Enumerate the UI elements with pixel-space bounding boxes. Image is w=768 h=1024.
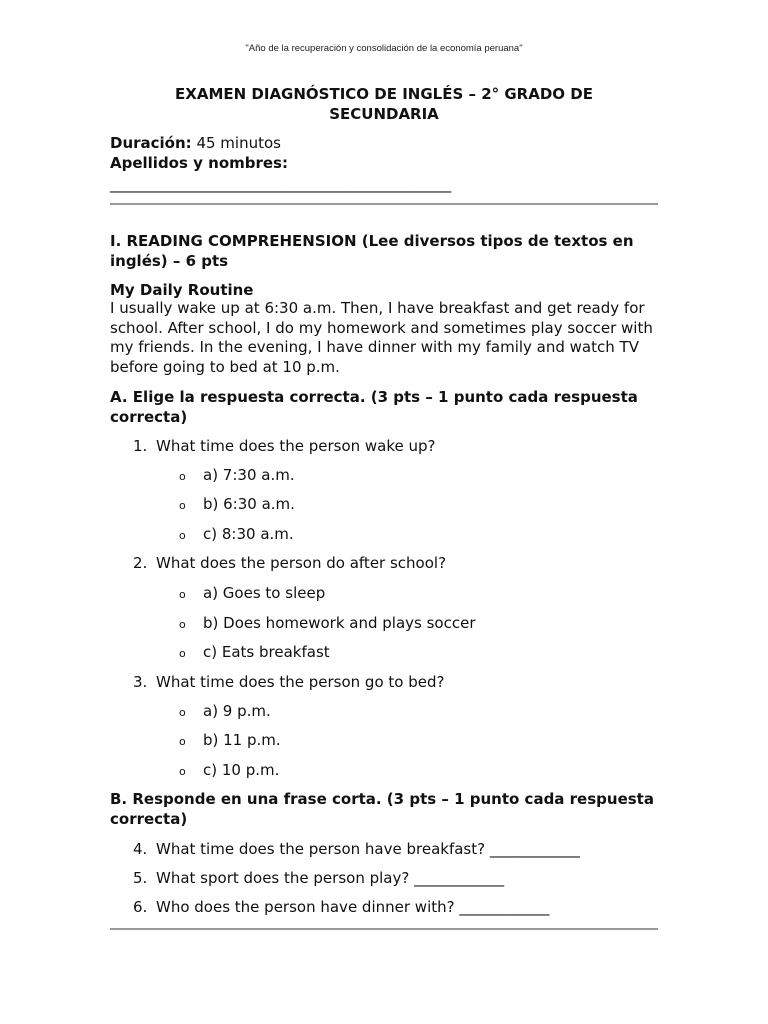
year-motto: "Año de la recuperación y consolidación de la economía peruana" (245, 43, 523, 54)
bullet-icon: o (179, 499, 186, 512)
question-number: 4. (133, 840, 148, 858)
question-5 (130, 868, 504, 888)
option-1b (179, 494, 295, 516)
option-text: b) 6:30 a.m. (203, 495, 295, 513)
bullet-icon: o (179, 735, 186, 748)
bullet-icon: o (179, 529, 186, 542)
option-2a (179, 583, 325, 605)
name-label: Apellidos y nombres: (110, 154, 288, 172)
question-number: 3. (133, 673, 148, 691)
option-text: c) Eats breakfast (203, 643, 330, 661)
question-text: What does the person do after school? (156, 554, 447, 572)
option-text: c) 8:30 a.m. (203, 525, 294, 543)
question-6 (130, 897, 549, 917)
question-3 (130, 672, 444, 692)
divider-bottom (110, 928, 658, 930)
option-text: a) Goes to sleep (203, 584, 326, 602)
question-number: 2. (133, 554, 148, 572)
question-number: 5. (133, 869, 148, 887)
name-row (110, 153, 670, 173)
question-text: What sport does the person play? ____________ (156, 869, 505, 887)
name-blank-line: ________________________________________________ (110, 175, 451, 193)
bullet-icon: o (179, 647, 186, 660)
bullet-icon: o (179, 618, 186, 631)
duration-value: 45 minutos (196, 134, 281, 152)
part-b-title: B. Responde en una frase corta. (3 pts – 1 punto cada respuesta correcta) (110, 790, 654, 828)
option-3a (179, 701, 271, 723)
option-text: a) 7:30 a.m. (203, 466, 295, 484)
bullet-icon: o (179, 765, 186, 778)
option-2c (179, 642, 330, 664)
question-1 (130, 436, 436, 456)
option-text: c) 10 p.m. (203, 761, 280, 779)
option-3c (179, 760, 279, 782)
option-text: b) Does homework and plays soccer (203, 614, 476, 632)
question-number: 6. (133, 898, 148, 916)
passage-text: I usually wake up at 6:30 a.m. Then, I have breakfast and get ready for school. After school, I do my homework and sometimes play soccer with my friends. In the evening, I have dinner with my family and watch TV before going to bed at 10 p.m. (110, 299, 653, 377)
exam-meta (110, 133, 670, 173)
duration-row (110, 133, 670, 153)
option-1a (179, 465, 295, 487)
duration-label: Duración: (110, 134, 192, 152)
option-2b (179, 613, 475, 635)
bullet-icon: o (179, 706, 186, 719)
option-1c (179, 524, 294, 546)
question-4 (130, 839, 580, 859)
bullet-icon: o (179, 470, 186, 483)
option-text: b) 11 p.m. (203, 731, 281, 749)
divider-top (110, 203, 658, 205)
question-text: Who does the person have dinner with? ____________ (156, 898, 550, 916)
question-text: What time does the person have breakfast? ____________ (156, 840, 580, 858)
question-text: What time does the person wake up? (156, 437, 436, 455)
part-a-title: A. Elige la respuesta correcta. (3 pts – 1 punto cada respuesta correcta) (110, 388, 638, 426)
passage-title: My Daily Routine (110, 281, 254, 299)
bullet-icon: o (179, 588, 186, 601)
option-3b (179, 730, 281, 752)
exam-title: EXAMEN DIAGNÓSTICO DE INGLÉS – 2° GRADO DE SECUNDARIA (175, 85, 593, 123)
option-text: a) 9 p.m. (203, 702, 271, 720)
question-text: What time does the person go to bed? (156, 673, 445, 691)
section-reading-title: I. READING COMPREHENSION (Lee diversos tipos de textos en inglés) – 6 pts (110, 232, 634, 270)
question-number: 1. (133, 437, 148, 455)
question-2 (130, 553, 446, 573)
